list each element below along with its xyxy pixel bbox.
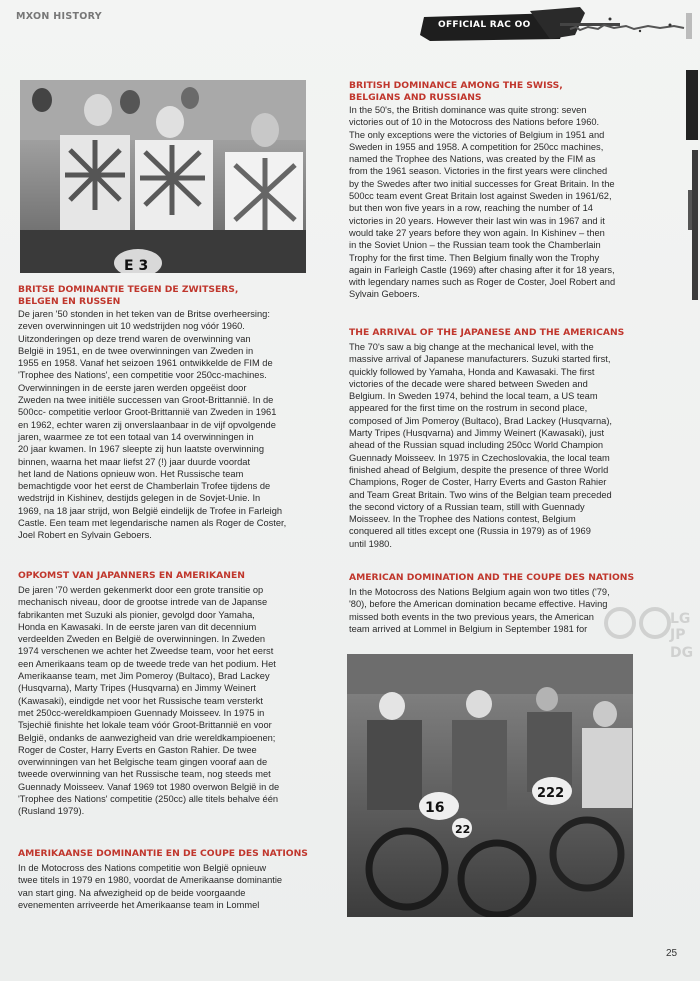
left-section2-heading: OPKOMST VAN JAPANNERS EN AMERIKANEN (18, 570, 245, 581)
photo-plate-number: E 3 (124, 258, 149, 273)
left-section3-heading: AMERIKAANSE DOMINANTIE EN DE COUPE DES NATIONS (18, 848, 308, 859)
svg-text:DG: DG (670, 645, 694, 661)
left-section1-heading (18, 284, 311, 308)
right-column-part2 (349, 327, 637, 550)
photo-plate-22: 22 (455, 823, 471, 836)
photo-plate-222: 222 (537, 786, 565, 801)
left-section3-text: In de Motocross des Nations competitie won België opnieuw twee titels in 1979 en 1980, voordat de Amerikaanse dominantie van start ging. Na afwezigheid op de beide voorgaande evenementen arriveerde het Amerikaanse team in Lommel (18, 863, 283, 910)
race-start-photo (347, 654, 633, 917)
team-photo (20, 80, 306, 273)
left-section1-text: De jaren '50 stonden in het teken van de Britse overheersing: zeven overwinningen uit 10 wedstrijden nog vóór 1960. Uitzonderingen op deze trend waren de overwinning van België in 1951, en de twee overwinningen van Zweden in 1955 en 1958. Vanaf het seizoen 1961 ontwikkelde de FIM de 'Trophee des Nations', een competitie voor 250cc-machines. Overwinningen in de eerste jaren werden opgeëist door Zweden na twee initiële successen van Groot-Brittannië. In de 500cc- competitie verloor Groot-Brittannië van Zweden in 1961 en 1962, echter waren zij onverslaanbaar in de vijf opvolgende jaren, waarmee ze tot een totaal van 14 overwinningen in 20 jaar kwamen. In 1967 sleepte zij hun laatste overwinning binnen, waarna het maar liefst 27 (!) jaar duurde voordat het land de Nations opnieuw won. Het Russische team bemachtigde voor het eerst de Chamberlain Trofee tijdens de wedstrijd in Kishinev, destijds gelegen in de Sovjet-Unie. In 1969, na 18 jaar strijd, won België eindelijk de Trofee in Farleigh Castle. Een team met legendarische namen als Roger de Coster, Joel Robert en Sylvain Geboers. (18, 309, 287, 541)
banner-title: OFFICIAL RAC OO (438, 20, 531, 30)
right-section1-heading-line2: BELGIANS AND RUSSIANS (349, 92, 482, 103)
running-head: MXON HISTORY (16, 11, 102, 22)
header-banner (410, 5, 700, 43)
page-edge-brush (678, 70, 700, 310)
left-column (18, 284, 311, 542)
right-section2-heading: THE ARRIVAL OF THE JAPANESE AND THE AMERICANS (349, 327, 625, 338)
right-section1-text: In the 50's, the British dominance was quite strong: seven victories out of 10 in the Motocross des Nations before 1960. The only exceptions were the victories of Belgium in 1951 and Sweden in 1955 and 1958. A competition for 250cc machines, named the Trophee des Nations, was created by the FIM as from the 1961 season. Victories in the first years were clinched by the Swedes after two initial successes for Great Britain. In the 500cc team event Great Britain lost against Sweden in 1961/62, but then won five years in a row, reaching the number of 14 victories in 20 years. However their last win was in 1967 and it would take 27 years before they won again. In Kishinev – then in the Soviet Union – the Russian team took the Chamberlain Trophy for the first time. Then Belgium finally won the Trophy again in Farleigh Castle (1969) after chasing after it for 18 years, with legendary names such as Roger de Coster, Joel Robert and Sylvain Geboers. (349, 105, 616, 300)
left-section1-heading-line1: BRITSE DOMINANTIE TEGEN DE ZWITSERS, (18, 284, 239, 295)
right-section2-text: The 70's saw a big change at the mechanical level, with the massive arrival of Japanese manufacturers. Suzuki started first, quickly followed by Yamaha, Honda and Kawasaki. The first victories of the decade were shared between Sweden and Belgium. In Sweden 1974, behind the local team, a US team appeared for the first time on the rostrum in second place, composed of Jim Pomeroy (Bultaco), Brad Lackey (Husqvarna), Marty Tripes (Husqvarna) and Jimmy Weinert (Kawasaki), just ahead of the Russian squad including 250cc World Champion Guennady Moisseev. In 1975 in Czechoslovakia, the local team finished ahead of Belgium, despite the presence of three World Champions, Roger de Coster, Harry Everts and Gaston Rahier and Team Great Britain. Two wins of the Belgian team preceded the second victory of a Russian team, still with Guennady Moisseev. In the Trophee des Nations contest, Belgium conquered all titles except one (Russia in 1979) as of 1969 until 1980. (349, 342, 613, 549)
svg-text:JP: JP (670, 627, 686, 643)
right-section3-heading: AMERICAN DOMINATION AND THE COUPE DES NATIONS (349, 572, 635, 583)
photo-plate-16: 16 (425, 800, 445, 816)
svg-text:LG: LG (670, 611, 691, 627)
page-number: 25 (666, 948, 678, 959)
left-column-part2 (18, 570, 311, 818)
right-section1-heading (349, 80, 637, 104)
left-section2-text: De jaren '70 werden gekenmerkt door een grote transitie op mechanisch niveau, door de grootse intrede van de Japanse fabrikanten met Suzuki als pionier, gevolgd door Yamaha, Honda en Kawasaki. In de eerste jaren van dit decennium verdeelden Zweden en België de overwinningen. In Zweden 1974 verschenen we achter het Zweedse team, voor het eerst een Amerikaans team op de tweede trede van het podium. Het Amerikaanse team, met Jim Pomeroy (Bultaco), Brad Lackey (Husqvarna), Marty Tripes (Husqvarna) en Jimmy Weinert (Kawasaki), eindigde net voor het Russische team versterkt met 250cc-wereldkampioen Guennady Moisseev. In 1975 in Tsjechië finishte het lokale team vóór Groot-Brittannië en voor België, ondanks de aanwezigheid van drie wereldkampioenen; Roger de Coster, Harry Everts en Gaston Rahier. De twee overwinningen van het Belgische team gingen vooraf aan de tweede overwinning van het Russische team, nog steeds met Guennady Moisseev. Vanaf 1969 tot 1980 overwon België in de 'Trophee des Nations' competitie (250cc) alle titels behalve één (Rusland 1979). (18, 585, 280, 817)
right-section1-heading-line1: BRITISH DOMINANCE AMONG THE SWISS, (349, 80, 563, 91)
right-section3-text: In the Motocross des Nations Belgium again won two titles ('79, '80), before the American domination became effective. Having missed both events in the two previous years, the American team arrived at Lommel in Belgium in September 1981 for (349, 587, 610, 634)
left-column-part3 (18, 848, 311, 911)
watermark-logo (600, 605, 700, 675)
right-column-part3 (349, 572, 637, 635)
right-column (349, 80, 637, 301)
left-section1-heading-line2: BELGEN EN RUSSEN (18, 296, 121, 307)
